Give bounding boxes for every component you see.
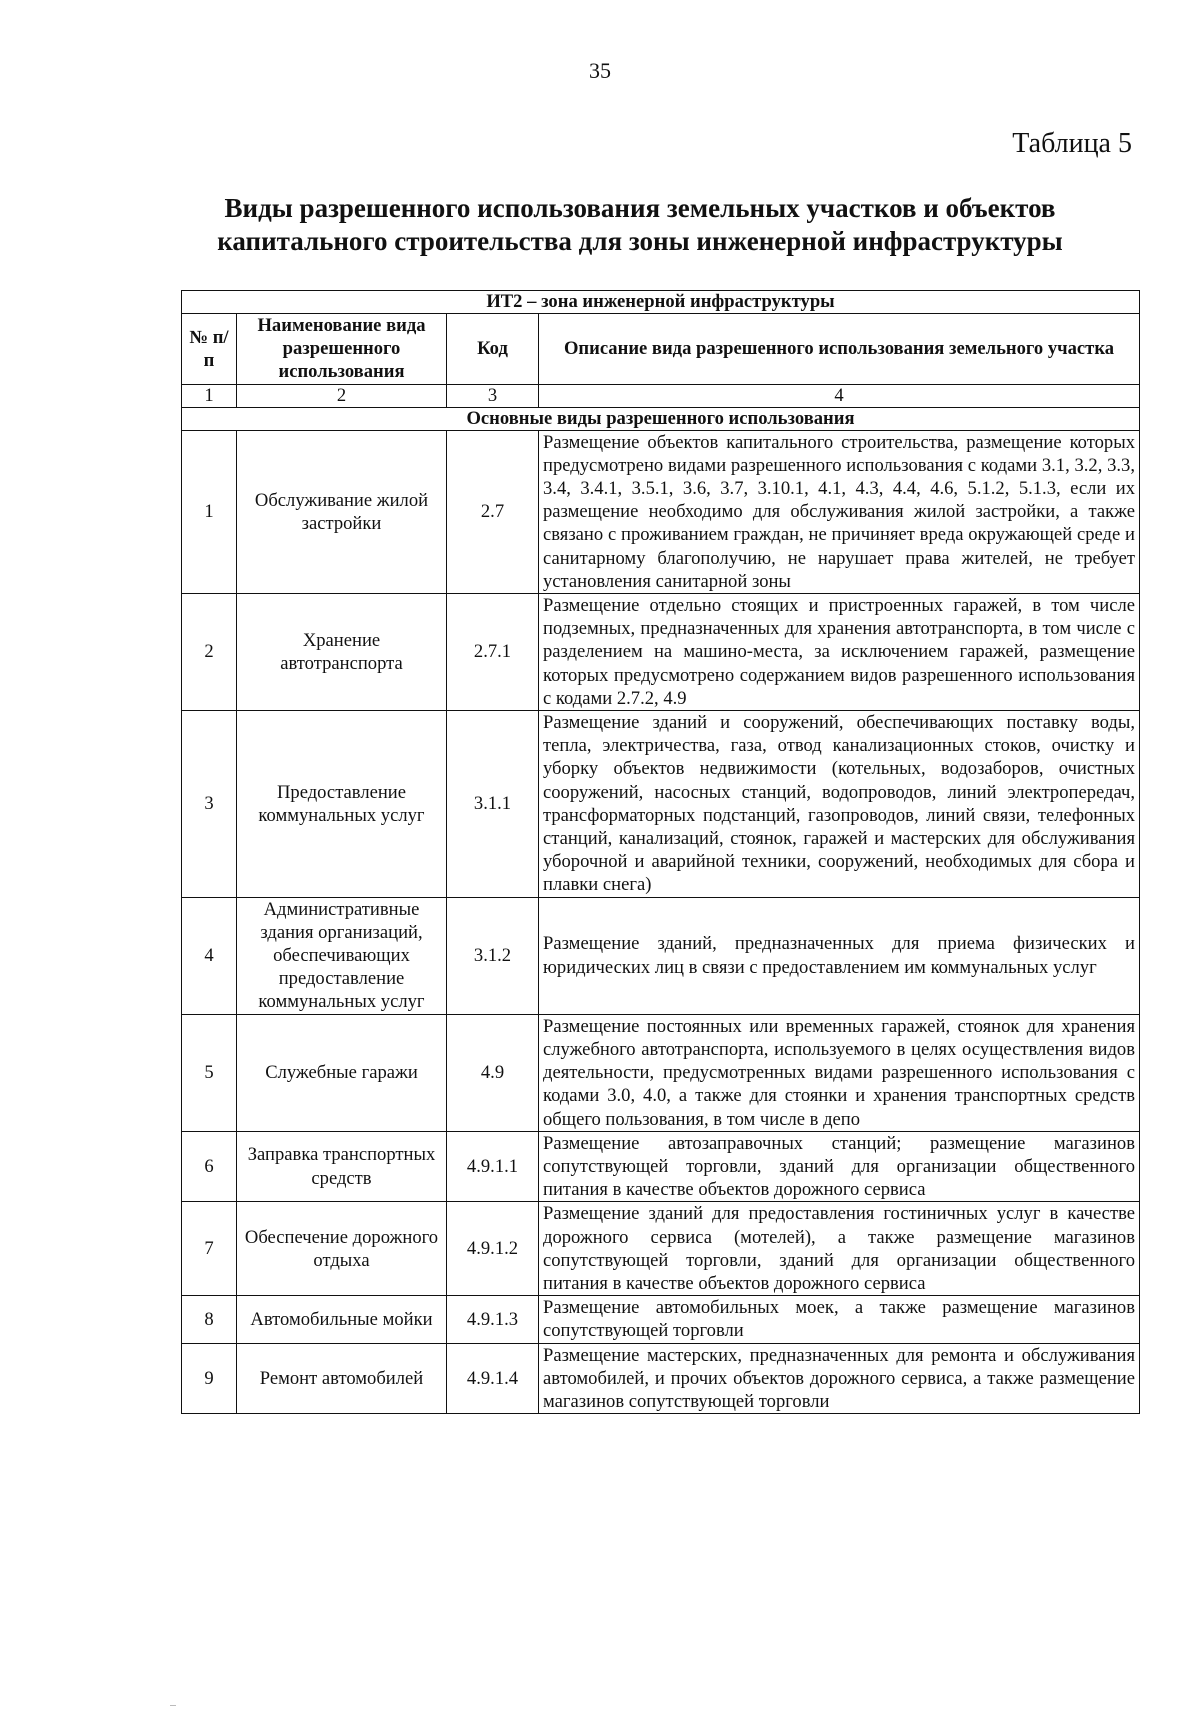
use-code: 3.1.1 [447,711,539,898]
use-name: Обслуживание жилой застройки [237,430,447,593]
use-code: 2.7 [447,430,539,593]
use-description: Размещение отдельно стоящих и пристроенных гаражей, в том числе подземных, предназначенных для хранения автотранспорта, в том числе с разделением на машино-места, за исключением гаражей, размещение которых предусмотрено содержанием видов разрешенного использования с кодами 2.7.2, 4.9 [539,594,1140,711]
use-name: Заправка транспортных средств [237,1131,447,1202]
use-code: 4.9.1.1 [447,1131,539,1202]
row-number: 5 [182,1014,237,1131]
use-code: 4.9.1.4 [447,1343,539,1414]
table-row [182,1131,1140,1202]
row-number: 8 [182,1296,237,1343]
row-number: 6 [182,1131,237,1202]
use-code: 4.9 [447,1014,539,1131]
header-name: Наименование вида разрешенного использования [237,314,447,385]
row-number: 3 [182,711,237,898]
title-line-1: Виды разрешенного использования земельных участков и объектов [224,193,1056,223]
row-number: 2 [182,594,237,711]
land-use-table [181,290,1140,1414]
document-title [140,192,1140,258]
use-description: Размещение мастерских, предназначенных для ремонта и обслуживания автомобилей, и прочих объектов дорожного сервиса, а также размещение магазинов сопутствующей торговли [539,1343,1140,1414]
use-code: 4.9.1.3 [447,1296,539,1343]
header-desc: Описание вида разрешенного использования земельного участка [539,314,1140,385]
row-number: 9 [182,1343,237,1414]
table-label: Таблица 5 [1012,128,1132,159]
table-row [182,430,1140,593]
table-row [182,1014,1140,1131]
row-number: 7 [182,1202,237,1296]
column-number: 3 [447,384,539,407]
zone-title-row [182,291,1140,314]
column-number-row [182,384,1140,407]
row-number: 4 [182,897,237,1014]
zone-title: ИТ2 – зона инженерной инфраструктуры [182,291,1140,314]
use-description: Размещение автомобильных моек, а также размещение магазинов сопутствующей торговли [539,1296,1140,1343]
header-code: Код [447,314,539,385]
use-name: Обеспечение дорожного отдыха [237,1202,447,1296]
use-code: 4.9.1.2 [447,1202,539,1296]
table-row [182,594,1140,711]
use-description: Размещение зданий, предназначенных для приема физических и юридических лиц в связи с предоставлением им коммунальных услуг [539,897,1140,1014]
table-row [182,1202,1140,1296]
use-description: Размещение объектов капитального строительства, размещение которых предусмотрено видами разрешенного использования с кодами 3.1, 3.2, 3.3, 3.4, 3.4.1, 3.5.1, 3.6, 3.7, 3.10.1, 4.1, 4.3, 4.4, 4.6, 5.1.2, 5.1.3, если их размещение необходимо для обслуживания жилой застройки, а также связано с проживанием граждан, не причиняет вреда окружающей среде и санитарному благополучию, не нарушает права жителей, не требует установления санитарной зоны [539,430,1140,593]
use-name: Ремонт автомобилей [237,1343,447,1414]
table-row [182,1343,1140,1414]
use-description: Размещение автозаправочных станций; размещение магазинов сопутствующей торговли, зданий для организации общественного питания в качестве объектов дорожного сервиса [539,1131,1140,1202]
page-number: 35 [589,58,611,83]
section-title-row [182,407,1140,430]
use-code: 3.1.2 [447,897,539,1014]
table-row [182,897,1140,1014]
column-number: 4 [539,384,1140,407]
table-row [182,711,1140,898]
row-number: 1 [182,430,237,593]
use-name: Автомобильные мойки [237,1296,447,1343]
use-code: 2.7.1 [447,594,539,711]
header-num: № п/п [182,314,237,385]
section-title: Основные виды разрешенного использования [182,407,1140,430]
use-name: Административные здания организаций, обеспечивающих предоставление коммунальных услуг [237,897,447,1014]
header-row [182,314,1140,385]
use-description: Размещение зданий для предоставления гостиничных услуг в качестве дорожного сервиса (мотелей), а также размещение магазинов сопутствующей торговли, зданий для организации общественного питания в качестве объектов дорожного сервиса [539,1202,1140,1296]
use-description: Размещение постоянных или временных гаражей, стоянок для хранения служебного автотранспорта, используемого в целях осуществления видов деятельности, предусмотренных видами разрешенного использования с кодами 3.0, 4.0, а также для стоянки и хранения транспортных средств общего пользования, в том числе в депо [539,1014,1140,1131]
use-name: Предоставление коммунальных услуг [237,711,447,898]
use-name: Хранение автотранспорта [237,594,447,711]
use-name: Служебные гаражи [237,1014,447,1131]
use-description: Размещение зданий и сооружений, обеспечивающих поставку воды, тепла, электричества, газа, отвод канализационных стоков, очистку и уборку объектов недвижимости (котельных, водозаборов, очистных сооружений, насосных станций, водопроводов, линий электропередач, трансформаторных подстанций, газопроводов, линий связи, телефонных станций, канализаций, стоянок, гаражей и мастерских для обслуживания уборочной и аварийной техники, сооружений, необходимых для сбора и плавки снега) [539,711,1140,898]
column-number: 1 [182,384,237,407]
column-number: 2 [237,384,447,407]
scan-mark [170,1705,176,1706]
table-row [182,1296,1140,1343]
title-line-2: капитального строительства для зоны инженерной инфраструктуры [217,226,1063,256]
